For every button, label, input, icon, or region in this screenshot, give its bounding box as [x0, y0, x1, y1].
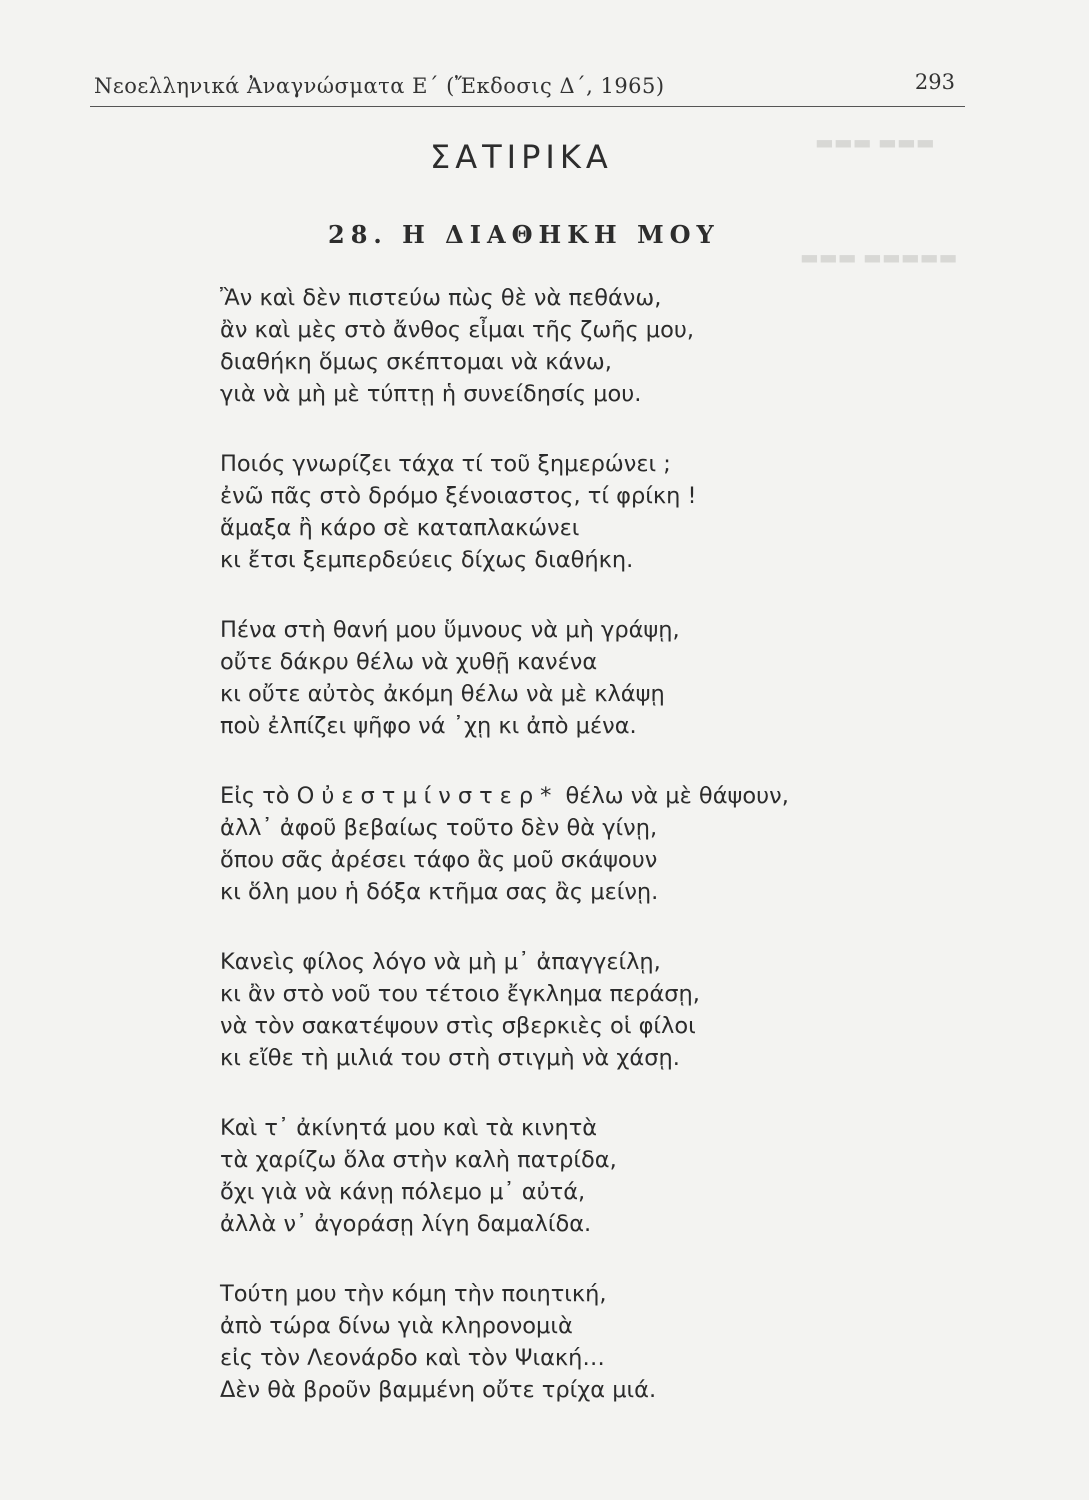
poem-line: νὰ τὸν σακατέψουν στὶς σβερκιὲς οἱ φίλοι — [220, 1013, 696, 1039]
poem-line: ἅμαξα ἢ κάρο σὲ καταπλακώνει — [220, 515, 580, 541]
line-prefix: Εἰς τὸ — [220, 783, 290, 809]
poem-line: Κανεὶς φίλος λόγο νὰ μὴ μ᾿ ἀπαγγείλῃ, — [220, 949, 661, 975]
poem-line: ἀλλὰ ν᾿ ἀγοράσῃ λίγη δαμαλίδα. — [220, 1211, 592, 1237]
poem-line: Δὲν θὰ βροῦν βαμμένη οὔτε τρίχα μιά. — [220, 1377, 657, 1403]
section-title: ΣΑΤΙΡΙΚΑ — [430, 138, 613, 176]
poem-line: κι οὔτε αὐτὸς ἀκόμη θέλω νὰ μὲ κλάψῃ — [220, 681, 665, 707]
spaced-word: Οὐεστμίνστερ* — [296, 783, 559, 809]
stanza — [220, 448, 1020, 576]
poem-line: ἐνῶ πᾶς στὸ δρόμο ξένοιαστος, τί φρίκη ! — [220, 483, 697, 509]
poem-line: Ἂν καὶ δὲν πιστεύω πὼς θὲ νὰ πεθάνω, — [220, 285, 662, 311]
poem-line: εἰς τὸν Λεονάρδο καὶ τὸν Ψιακή… — [220, 1345, 605, 1371]
poem-line: ἀλλ᾿ ἀφοῦ βεβαίως τοῦτο δὲν θὰ γίνῃ, — [220, 815, 658, 841]
poem-line: ποὺ ἐλπίζει ψῆφο νά ᾿χῃ κι ἀπὸ μένα. — [220, 713, 637, 739]
running-header — [90, 66, 965, 107]
poem-line: Πένα στὴ θανή μου ὕμνους νὰ μὴ γράψῃ, — [220, 617, 680, 643]
bleed-through: ▬▬▬ ▬▬▬▬▬ — [800, 245, 958, 269]
poem-line: ὅπου σᾶς ἀρέσει τάφο ἂς μοῦ σκάψουν — [220, 847, 658, 873]
poem-line: Τούτη μου τὴν κόμη τὴν ποιητική, — [220, 1281, 607, 1307]
stanza — [220, 1278, 1020, 1406]
stanza — [220, 282, 1020, 410]
poem-line: ἂν καὶ μὲς στὸ ἄνθος εἶμαι τῆς ζωῆς μου, — [220, 317, 695, 343]
poem-line: οὔτε δάκρυ θέλω νὰ χυθῇ κανένα — [220, 649, 598, 675]
running-header-title: Νεοελληνικά Ἀναγνώσματα Ε΄ (Ἔκδοσις Δ΄, 1965) — [94, 74, 665, 98]
poem-line: γιὰ νὰ μὴ μὲ τύπτῃ ἡ συνείδησίς μου. — [220, 381, 642, 407]
poem-line: κι εἴθε τὴ μιλιά του στὴ στιγμὴ νὰ χάσῃ. — [220, 1045, 680, 1071]
stanza — [220, 614, 1020, 742]
page-number: 293 — [914, 70, 955, 94]
poem-line: Ποιός γνωρίζει τάχα τί τοῦ ξημερώνει ; — [220, 451, 671, 477]
stanza — [220, 1112, 1020, 1240]
poem-line: ἀπὸ τώρα δίνω γιὰ κληρονομιὰ — [220, 1313, 573, 1339]
poem-line: κι ἔτσι ξεμπερδεύεις δίχως διαθήκη. — [220, 547, 634, 573]
stanza — [220, 780, 1020, 908]
poem-line — [220, 780, 1020, 812]
poem-line: διαθήκη ὅμως σκέπτομαι νὰ κάνω, — [220, 349, 612, 375]
poem-line: Καὶ τ᾿ ἀκίνητά μου καὶ τὰ κινητὰ — [220, 1115, 598, 1141]
poem-line: κι ὅλη μου ἡ δόξα κτῆμα σας ἂς μείνῃ. — [220, 879, 659, 905]
poem-line: τὰ χαρίζω ὅλα στὴν καλὴ πατρίδα, — [220, 1147, 617, 1173]
poem-body — [220, 282, 1020, 1444]
poem-line: ὄχι γιὰ νὰ κάνῃ πόλεμο μ᾿ αὐτά, — [220, 1179, 586, 1205]
stanza — [220, 946, 1020, 1074]
poem-title: 28. Η ΔΙΑΘΗΚΗ ΜΟΥ — [328, 220, 720, 249]
line-rest: θέλω νὰ μὲ θάψουν, — [565, 783, 789, 809]
poem-line: κι ἂν στὸ νοῦ του τέτοιο ἔγκλημα περάσῃ, — [220, 981, 700, 1007]
bleed-through: ▬▬▬ ▬▬▬ — [815, 130, 935, 154]
